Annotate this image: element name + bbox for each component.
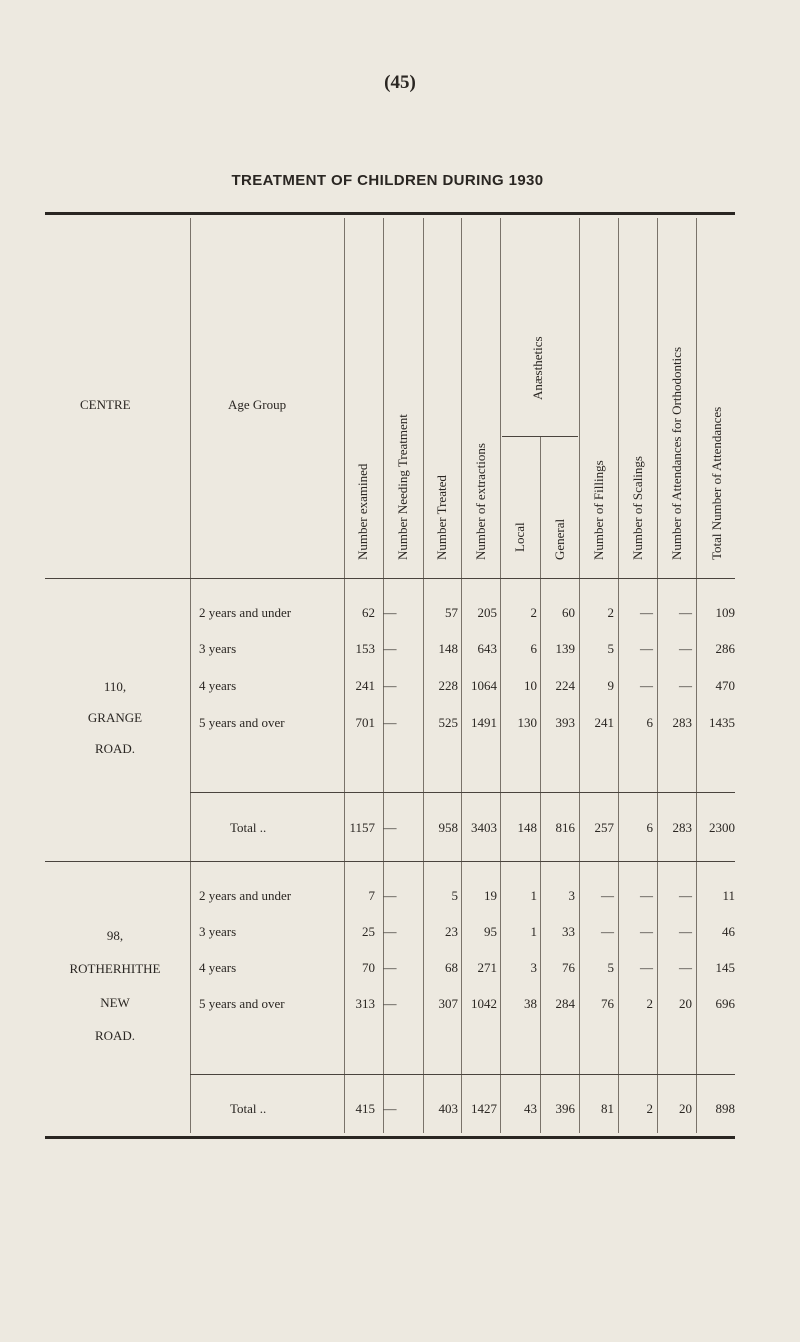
total-cell: 6 bbox=[646, 820, 653, 835]
total-cell: 2300 bbox=[709, 820, 735, 835]
table-cell: 57 bbox=[445, 605, 458, 620]
header-centre: CENTRE bbox=[80, 397, 131, 412]
table-cell: 2 bbox=[646, 996, 653, 1011]
table-cell: 241 bbox=[594, 715, 614, 730]
table-cell: 38 bbox=[524, 996, 537, 1011]
table-cell: 70 bbox=[362, 960, 375, 975]
table-cell: 153 bbox=[355, 641, 375, 656]
centre-name-line: NEW bbox=[100, 995, 130, 1010]
table-cell: — bbox=[383, 996, 397, 1011]
table-cell: 224 bbox=[555, 678, 575, 693]
table-cell: 5 bbox=[451, 888, 458, 903]
header-total-attendances: Total Number of Attendances bbox=[709, 406, 724, 560]
section-divider-rule bbox=[45, 861, 735, 862]
table-cell: — bbox=[679, 888, 692, 903]
centre-name-line: ROAD. bbox=[94, 1028, 136, 1043]
table-cell: 2 bbox=[530, 605, 537, 620]
total-cell: 396 bbox=[555, 1101, 575, 1116]
centre-name-line: GRANGE bbox=[87, 710, 143, 725]
age-group-label: 5 years and over bbox=[199, 715, 285, 730]
table-cell: 130 bbox=[517, 715, 537, 730]
table-cell: 1042 bbox=[471, 996, 497, 1011]
table-cell: — bbox=[640, 888, 653, 903]
table-cell: — bbox=[383, 888, 397, 903]
table-cell: 6 bbox=[530, 641, 537, 656]
header-number-of-extractions: Number of extractions bbox=[473, 443, 488, 560]
total-cell: 20 bbox=[679, 1101, 692, 1116]
table-cell: 701 bbox=[355, 715, 375, 730]
table-cell: 25 bbox=[362, 924, 375, 939]
header-number-of-scalings: Number of Scalings bbox=[630, 456, 645, 560]
table-cell: 145 bbox=[715, 960, 735, 975]
table-cell: 241 bbox=[355, 678, 375, 693]
table-cell: — bbox=[383, 960, 397, 975]
table-cell: 286 bbox=[715, 641, 735, 656]
total-rule bbox=[190, 1074, 735, 1075]
total-cell: 3403 bbox=[471, 820, 497, 835]
table-cell: — bbox=[640, 641, 653, 656]
total-cell: 257 bbox=[594, 820, 614, 835]
total-cell: 403 bbox=[438, 1101, 458, 1116]
age-group-label: 3 years bbox=[199, 924, 237, 939]
table-cell: 1064 bbox=[471, 678, 497, 693]
table-cell: 68 bbox=[445, 960, 458, 975]
table-cell: 228 bbox=[438, 678, 458, 693]
table-cell: 20 bbox=[679, 996, 692, 1011]
table-cell: 313 bbox=[355, 996, 375, 1011]
table-cell: 5 bbox=[607, 960, 614, 975]
total-cell: — bbox=[383, 820, 397, 835]
header-age-group: Age Group bbox=[228, 397, 287, 412]
table-cell: 76 bbox=[562, 960, 575, 975]
total-rule bbox=[190, 792, 735, 793]
table-cell: 3 bbox=[530, 960, 537, 975]
table-cell: 284 bbox=[555, 996, 575, 1011]
total-cell: — bbox=[383, 1101, 397, 1116]
header-number-treated: Number Treated bbox=[434, 475, 449, 560]
table-cell: 6 bbox=[646, 715, 653, 730]
table-cell: 307 bbox=[438, 996, 458, 1011]
table-cell: 10 bbox=[524, 678, 537, 693]
table-cell: 148 bbox=[438, 641, 458, 656]
total-cell: 898 bbox=[715, 1101, 735, 1116]
table-cell: 205 bbox=[477, 605, 497, 620]
table-cell: 23 bbox=[445, 924, 458, 939]
table-cell: — bbox=[640, 605, 653, 620]
column-divider bbox=[190, 218, 191, 1133]
table-cell: 60 bbox=[562, 605, 575, 620]
total-cell: 283 bbox=[672, 820, 692, 835]
table-cell: — bbox=[679, 605, 692, 620]
header-rule bbox=[45, 578, 735, 579]
centre-name-line: 98, bbox=[106, 928, 124, 943]
table-cell: 95 bbox=[484, 924, 497, 939]
total-cell: 816 bbox=[555, 820, 575, 835]
table-cell: 1491 bbox=[471, 715, 497, 730]
table-cell: — bbox=[679, 924, 692, 939]
table-cell: — bbox=[679, 678, 692, 693]
table-cell: 470 bbox=[715, 678, 735, 693]
table-cell: 109 bbox=[715, 605, 735, 620]
age-group-label: 3 years bbox=[199, 641, 237, 656]
table-cell: 46 bbox=[722, 924, 735, 939]
table-cell: — bbox=[383, 605, 397, 620]
total-cell: 1427 bbox=[471, 1101, 497, 1116]
table-cell: — bbox=[383, 678, 397, 693]
age-group-label: 5 years and over bbox=[199, 996, 285, 1011]
table-top-rule bbox=[45, 212, 735, 215]
table-cell: 2 bbox=[607, 605, 614, 620]
total-cell: 81 bbox=[601, 1101, 614, 1116]
document-title: TREATMENT OF CHILDREN DURING 1930 bbox=[231, 172, 544, 189]
table-cell: — bbox=[601, 924, 614, 939]
page-number: (45) bbox=[384, 72, 416, 93]
table-cell: 393 bbox=[555, 715, 575, 730]
header-number-needing-treatment: Number Needing Treatment bbox=[395, 414, 410, 560]
total-cell: 1157 bbox=[349, 820, 375, 835]
column-divider bbox=[540, 436, 541, 1133]
table-cell: — bbox=[383, 924, 397, 939]
header-general: General bbox=[552, 518, 567, 560]
total-cell: 43 bbox=[524, 1101, 537, 1116]
table-cell: — bbox=[640, 924, 653, 939]
table-cell: — bbox=[640, 960, 653, 975]
centre-name-line: ROTHERHITHE bbox=[69, 961, 161, 976]
table-cell: — bbox=[679, 641, 692, 656]
header-local: Local bbox=[512, 522, 527, 552]
table-cell: — bbox=[679, 960, 692, 975]
table-cell: 643 bbox=[477, 641, 497, 656]
table-cell: 11 bbox=[722, 888, 735, 903]
table-cell: — bbox=[640, 678, 653, 693]
header-number-of-fillings: Number of Fillings bbox=[591, 460, 606, 560]
table-cell: 7 bbox=[368, 888, 375, 903]
table-cell: 33 bbox=[562, 924, 575, 939]
table-cell: 9 bbox=[607, 678, 614, 693]
centre-name-line: ROAD. bbox=[94, 741, 136, 756]
table-cell: 283 bbox=[672, 715, 692, 730]
age-group-label: 2 years and under bbox=[199, 888, 292, 903]
table-cell: 19 bbox=[484, 888, 497, 903]
total-label: Total .. bbox=[230, 1101, 267, 1116]
table-cell: — bbox=[383, 641, 397, 656]
table-bottom-rule bbox=[45, 1136, 735, 1139]
table-cell: 1 bbox=[530, 924, 537, 939]
total-label: Total .. bbox=[230, 820, 267, 835]
total-cell: 958 bbox=[438, 820, 458, 835]
age-group-label: 2 years and under bbox=[199, 605, 292, 620]
table-cell: 5 bbox=[607, 641, 614, 656]
total-cell: 2 bbox=[646, 1101, 653, 1116]
total-cell: 148 bbox=[517, 820, 537, 835]
table-cell: 139 bbox=[555, 641, 575, 656]
table-cell: 1435 bbox=[709, 715, 735, 730]
table-cell: 3 bbox=[568, 888, 575, 903]
table-cell: 76 bbox=[601, 996, 614, 1011]
header-anaesthetics: Anæsthetics bbox=[530, 336, 545, 400]
table-cell: — bbox=[601, 888, 614, 903]
anaesthetics-subheader-rule bbox=[502, 436, 578, 437]
total-cell: 415 bbox=[355, 1101, 375, 1116]
table-cell: 62 bbox=[362, 605, 375, 620]
table-cell: 1 bbox=[530, 888, 537, 903]
header-number-examined: Number examined bbox=[355, 463, 370, 560]
table-cell: 696 bbox=[715, 996, 735, 1011]
age-group-label: 4 years bbox=[199, 960, 237, 975]
centre-name-line: 110, bbox=[103, 679, 127, 694]
table-cell: — bbox=[383, 715, 397, 730]
age-group-label: 4 years bbox=[199, 678, 237, 693]
table-cell: 525 bbox=[438, 715, 458, 730]
header-attendances-orthodontics: Number of Attendances for Orthodontics bbox=[669, 346, 684, 560]
table-cell: 271 bbox=[477, 960, 497, 975]
